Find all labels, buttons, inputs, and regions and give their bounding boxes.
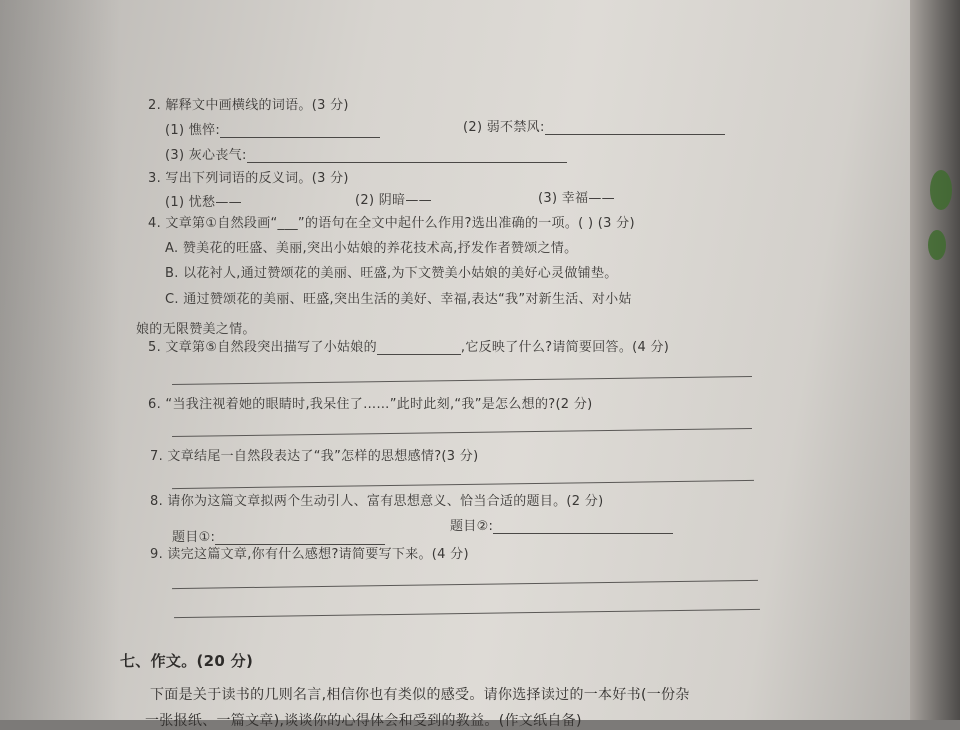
q4-option-b: B. 以花衬人,通过赞颂花的美丽、旺盛,为下文赞美小姑娘的美好心灵做铺垫。 bbox=[165, 266, 618, 281]
q8-title-2-label: 题目②: bbox=[450, 519, 494, 534]
q5-stem bbox=[148, 336, 669, 355]
answer-blank[interactable] bbox=[545, 133, 725, 135]
q3-item-1: (1) 忧愁—— bbox=[165, 195, 242, 210]
answer-blank[interactable] bbox=[493, 532, 673, 534]
q2-item-1-label: (1) 憔悴: bbox=[165, 123, 221, 138]
q2-stem: 2. 解释文中画横线的词语。(3 分) bbox=[148, 98, 349, 113]
plant-leaf bbox=[928, 230, 946, 260]
q7-stem: 7. 文章结尾一自然段表达了“我”怎样的思想感情?(3 分) bbox=[150, 449, 479, 464]
q2-item-2-label: (2) 弱不禁风: bbox=[463, 120, 545, 135]
q2-item-2 bbox=[463, 116, 725, 135]
page-edge bbox=[910, 0, 960, 720]
q3-stem: 3. 写出下列词语的反义词。(3 分) bbox=[148, 171, 349, 186]
q2-item-3 bbox=[165, 144, 567, 163]
page-shadow bbox=[0, 0, 120, 720]
answer-blank[interactable] bbox=[220, 136, 380, 138]
answer-blank[interactable] bbox=[377, 353, 461, 355]
answer-blank[interactable] bbox=[247, 161, 567, 163]
q3-item-3: (3) 幸福—— bbox=[538, 191, 615, 206]
q2-item-3-label: (3) 灰心丧气: bbox=[165, 148, 247, 163]
section-7-prompt-line-1: 下面是关于读书的几则名言,相信你也有类似的感受。请你选择读过的一本好书(一份杂 bbox=[150, 687, 690, 703]
q9-stem: 9. 读完这篇文章,你有什么感想?请简要写下来。(4 分) bbox=[150, 547, 469, 562]
section-7-prompt-line-2: 一张报纸、一篇文章),谈谈你的心得体会和受到的教益。(作文纸自备) bbox=[145, 713, 582, 729]
q4-option-c-continued: 娘的无限赞美之情。 bbox=[136, 322, 256, 337]
q8-title-1-label: 题目①: bbox=[172, 530, 216, 545]
q8-title-2 bbox=[450, 515, 673, 534]
q2-item-1 bbox=[165, 119, 380, 138]
plant-leaf bbox=[930, 170, 952, 210]
q4-stem: 4. 文章第①自然段画“___”的语句在全文中起什么作用?选出准确的一项。( ) (3 分) bbox=[148, 216, 635, 231]
q4-option-c: C. 通过赞颂花的美丽、旺盛,突出生活的美好、幸福,表达“我”对新生活、对小姑 bbox=[165, 292, 632, 307]
q8-stem: 8. 请你为这篇文章拟两个生动引人、富有思想意义、恰当合适的题目。(2 分) bbox=[150, 494, 604, 509]
q5-stem-part2: ,它反映了什么?请简要回答。(4 分) bbox=[460, 340, 670, 355]
q4-option-a: A. 赞美花的旺盛、美丽,突出小姑娘的养花技术高,抒发作者赞颂之情。 bbox=[165, 241, 578, 256]
section-7-heading: 七、作文。(20 分) bbox=[120, 652, 254, 670]
q3-item-2: (2) 阴暗—— bbox=[355, 193, 432, 208]
q5-stem-part1: 5. 文章第⑤自然段突出描写了小姑娘的 bbox=[148, 340, 377, 355]
q6-stem: 6. “当我注视着她的眼睛时,我呆住了……”此时此刻,“我”是怎么想的?(2 分) bbox=[148, 397, 593, 412]
